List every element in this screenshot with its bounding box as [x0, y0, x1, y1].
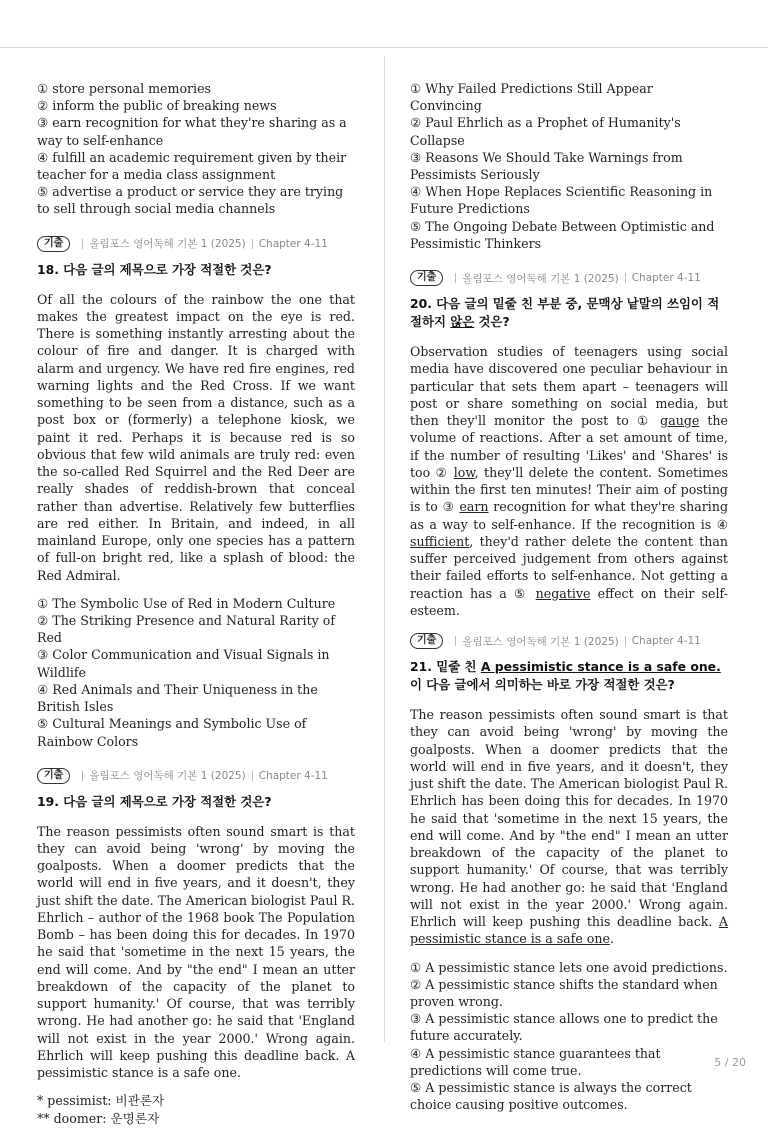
answer-options — [410, 959, 728, 1114]
divider — [252, 239, 253, 249]
option-1: ① A pessimistic stance lets one avoid predictions. — [410, 959, 728, 975]
answer-options — [37, 595, 355, 750]
question-title: 19. 다음 글의 제목으로 가장 적절한 것은? — [37, 793, 272, 809]
question-title — [410, 295, 728, 331]
divider — [455, 636, 456, 646]
header-rule — [0, 47, 768, 48]
question-18 — [37, 236, 355, 750]
option-1: ① store personal memories — [37, 81, 211, 96]
passage-underlined: A pessimistic stance is a safe one — [410, 914, 728, 947]
source-line — [410, 270, 728, 286]
question-passage — [410, 343, 728, 619]
option-5: ⑤ A pessimistic stance is always the correct choice causing positive outcomes. — [410, 1079, 692, 1113]
footnote: ** doomer: 운명론자 — [37, 1110, 160, 1126]
source-line — [37, 768, 355, 784]
right-column — [410, 80, 728, 1131]
source-book: 올림포스 영어독해 기본 1 (2025) — [89, 238, 246, 251]
question-20 — [410, 270, 728, 619]
underlined-word-3: earn — [459, 499, 489, 515]
divider — [455, 273, 456, 283]
title-text: 것은? — [474, 314, 510, 330]
question-21 — [410, 633, 728, 1113]
option-2: ② The Striking Presence and Natural Rarity of Red — [37, 613, 336, 646]
divider — [625, 273, 626, 283]
source-chapter: Chapter 4-11 — [631, 272, 701, 285]
question-passage: The reason pessimists often sound smart is that they can avoid being 'wrong' by moving the goalposts. When a doomer predicts that the world will end in five years, and it doesn't, they just shift the date. The American biologist Paul R. Ehrlich – author of the 1968 book The Population Bomb – has been doing this for decades. In 1970 he said that 'sometime in the next 15 years, the end will come. And by "the end" I mean an utter breakdown of the capacity of the planet to support humanity.' Of course, that was terribly wrong. He had another go: he said that 'England will not exist in the year 2000.' Wrong again. Ehrlich will keep pushing this deadline back. A pessimistic stance is a safe one. — [37, 823, 355, 1081]
option-5: ⑤ Cultural Meanings and Symbolic Use of Rainbow Colors — [37, 716, 307, 749]
past-exam-badge: 기출 — [37, 236, 70, 252]
question-19 — [37, 768, 355, 1127]
option-4: ④ When Hope Replaces Scientific Reasoning in Future Predictions — [410, 184, 713, 217]
footnotes — [37, 1092, 355, 1126]
past-exam-badge: 기출 — [37, 768, 70, 784]
option-1: ① The Symbolic Use of Red in Modern Culture — [37, 595, 336, 611]
option-3: ③ Reasons We Should Take Warnings from Pessimists Seriously — [410, 149, 683, 183]
option-4: ④ A pessimistic stance guarantees that predictions will come true. — [410, 1045, 661, 1078]
option-3: ③ A pessimistic stance allows one to predict the future accurately. — [410, 1011, 718, 1044]
footnote: * pessimist: 비관론자 — [37, 1093, 165, 1109]
option-2: ② inform the public of breaking news — [37, 98, 277, 114]
option-1: ① Why Failed Predictions Still Appear Convincing — [410, 81, 653, 114]
divider — [82, 771, 83, 781]
underlined-word-5: negative — [535, 585, 591, 601]
source-line — [410, 633, 728, 649]
passage-text: . — [609, 931, 614, 947]
prev-question-options — [37, 80, 355, 218]
passage-text: recognition for what they're sharing as a way to self-enhance. If the recognition is ④ — [410, 499, 729, 532]
divider — [82, 239, 83, 249]
option-5: ⑤ The Ongoing Debate Between Optimistic and Pessimistic Thinkers — [410, 218, 715, 251]
option-2: ② A pessimistic stance shifts the standard when proven wrong. — [410, 976, 718, 1009]
option-3: ③ earn recognition for what they're sharing as a way to self-enhance — [37, 115, 347, 148]
title-underlined: A pessimistic stance is a safe one. — [480, 659, 721, 675]
passage-text: effect on their self-esteem. — [410, 585, 728, 618]
passage-text: the volume of reactions. After a set amount of time, if the number of resulting 'Likes' and 'Shares' is too ② — [410, 413, 728, 480]
option-2: ② Paul Ehrlich as a Prophet of Humanity's Collapse — [410, 115, 681, 148]
source-book: 올림포스 영어독해 기본 1 (2025) — [89, 770, 246, 783]
source-book: 올림포스 영어독해 기본 1 (2025) — [462, 635, 619, 648]
option-4: ④ Red Animals and Their Uniqueness in the British Isles — [37, 681, 318, 715]
question-passage: Of all the colours of the rainbow the one that makes the greatest impact on the eye is red. There is something instantly arresting about the colour of fire and danger. It is charged with alarm and urgency. We have red fire engines, red warning lights and the Red Cross. If we want something to be seen from a distance, such as a post box or (formerly) a telephone kiosk, we paint it red. Perhaps it is because red is so obvious that few wild animals are truly red: even the so-called Red Squirrel and the Red Deer are really shades of reddish-brown that conceal rather than advertise. Relatively few butterflies are red either. In Britain, and indeed, in all mainland Europe, only one species has a pattern of full-on bright red, like a splash of blood: the Red Admiral. — [37, 291, 355, 583]
source-chapter: Chapter 4-11 — [631, 635, 701, 648]
prev-question-options — [410, 80, 728, 252]
source-book: 올림포스 영어독해 기본 1 (2025) — [462, 272, 619, 285]
left-column — [37, 80, 355, 1127]
page-number: 5 / 20 — [714, 1056, 746, 1069]
question-title — [410, 658, 728, 694]
question-passage — [410, 706, 728, 948]
title-underlined: 않은 — [450, 314, 475, 330]
underlined-word-1: gauge — [660, 413, 700, 429]
passage-text: Observation studies of teenagers using social media have discovered one peculiar behaviour in particular that sets them apart – teenagers will post or share something on social media, but then they'll monitor the post to ① — [410, 344, 728, 429]
past-exam-badge: 기출 — [410, 270, 443, 286]
title-text: 20. 다음 글의 밑줄 친 부분 중, 문맥상 낱말의 쓰임이 적절하지 — [410, 296, 720, 330]
passage-text: , they'd rather delete the content than suffer perceived judgement from others against their failed efforts to self-enhance. Not getting a reaction has a ⑤ — [410, 533, 728, 601]
source-chapter: Chapter 4-11 — [258, 769, 328, 782]
divider — [252, 771, 253, 781]
underlined-word-2: low — [453, 464, 475, 480]
column-divider — [384, 56, 385, 1042]
passage-text: The reason pessimists often sound smart is that they can avoid being 'wrong' by moving the goalposts. When a doomer predicts that the world will end in five years, and it doesn't, they just shift the date. The American biologist Paul R. Ehrlich has been doing this for decades. In 1970 he said that 'sometime in the next 15 years, the end will come. And by "the end" I mean an utter breakdown of the capacity of the planet to support humanity.' Of course, that was terribly wrong. He had another go: he said that 'England will not exist in the year 2000.' Wrong again. Ehrlich will keep pushing this deadline back. — [410, 707, 728, 930]
passage-text: , they'll delete the content. Sometimes within the first ten minutes! Their aim of posting is to ③ — [410, 464, 728, 515]
option-4: ④ fulfill an academic requirement given by their teacher for a media class assignment — [37, 149, 347, 183]
option-3: ③ Color Communication and Visual Signals in Wildlife — [37, 647, 330, 680]
option-5: ⑤ advertise a product or service they are trying to sell through social media channels — [37, 184, 344, 217]
divider — [625, 636, 626, 646]
question-title: 18. 다음 글의 제목으로 가장 적절한 것은? — [37, 261, 272, 277]
title-text: 이 다음 글에서 의미하는 바로 가장 적절한 것은? — [410, 677, 675, 693]
underlined-word-4: sufficient — [410, 533, 470, 549]
title-text: 21. 밑줄 친 — [410, 659, 481, 675]
past-exam-badge: 기출 — [410, 633, 443, 649]
source-chapter: Chapter 4-11 — [258, 237, 328, 250]
source-line — [37, 236, 355, 252]
